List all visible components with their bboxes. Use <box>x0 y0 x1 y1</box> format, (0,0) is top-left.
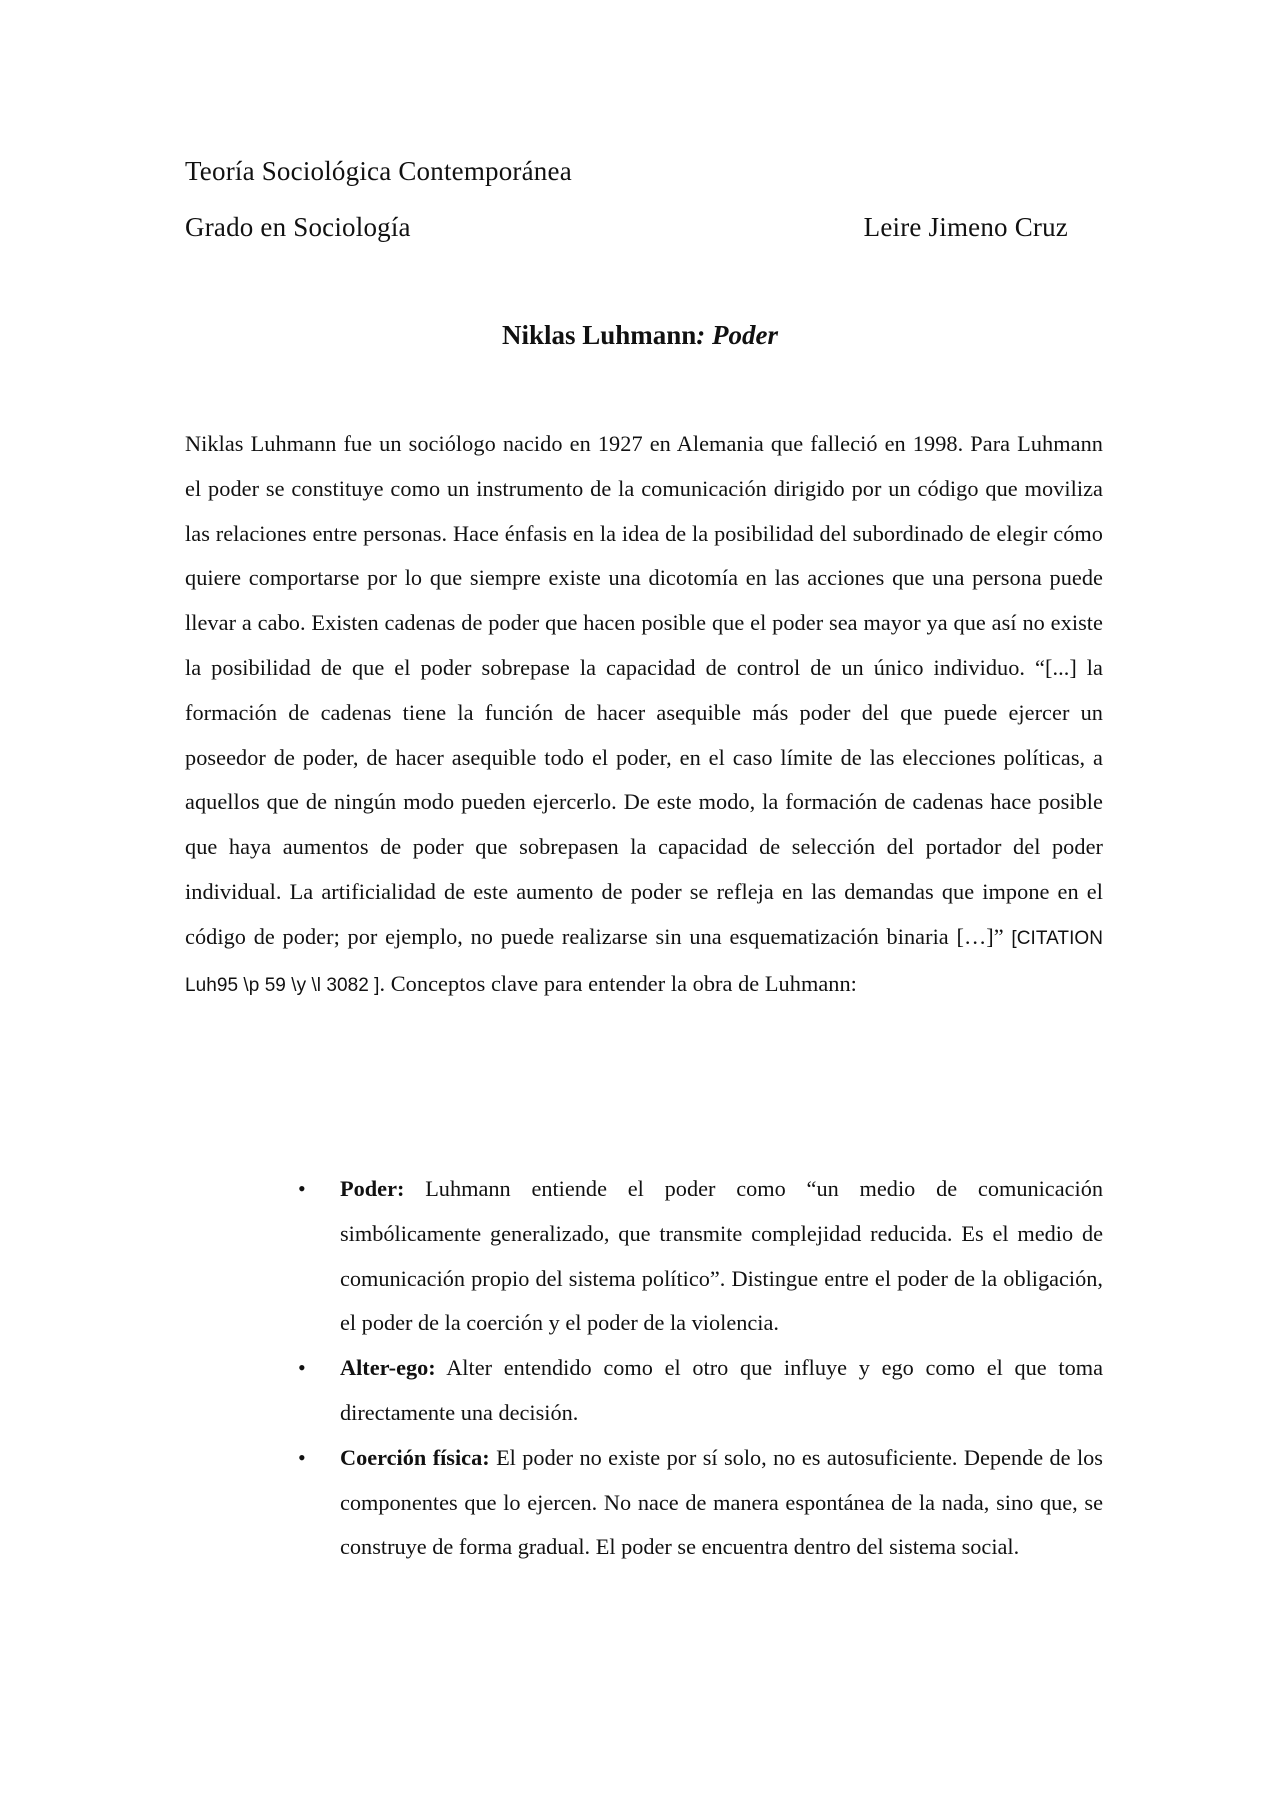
concept-description: Luhmann entiende el poder como “un medio de comunicación simbólicamente generalizado, que transmite complejidad reducida. Es el medio de comunicación propio del sistema político”. Distingue entre el poder de la obligación, el poder de la coerción y el poder de la violencia. <box>340 1176 1103 1336</box>
list-item <box>298 1346 1103 1436</box>
intro-text: Niklas Luhmann fue un sociólogo nacido en 1927 en Alemania que falleció en 1998. Para Luhmann el poder se constituye como un instrumento de la comunicación dirigido por un código que moviliza las relaciones entre personas. Hace énfasis en la idea de la posibilidad del subordinado de elegir cómo quiere comportarse por lo que siempre existe una dicotomía en las acciones que una persona puede llevar a cabo. Existen cadenas de poder que hacen posible que el poder sea mayor ya que así no existe la posibilidad de que el poder sobrepase la capacidad de control de un único individuo. “[...] la formación de cadenas tiene la función de hacer asequible más poder del que puede ejercer un poseedor de poder, de hacer asequible todo el poder, en el caso límite de las elecciones políticas, a aquellos que de ningún modo pueden ejercerlo. De este modo, la formación de cadenas hace posible que haya aumentos de poder que sobrepasen la capacidad de selección del portador del poder individual. La artificialidad de este aumento de poder se refleja en las demandas que impone en el código de poder; por ejemplo, no puede realizarse sin una esquematización binaria […]” <box>185 431 1103 949</box>
concept-term: Poder: <box>340 1176 405 1201</box>
degree-name: Grado en Sociología <box>185 212 411 242</box>
key-concepts-list <box>298 1167 1103 1570</box>
bullet-icon: • <box>298 1355 306 1381</box>
bullet-icon: • <box>298 1444 306 1470</box>
concept-term: Coerción física: <box>340 1444 490 1470</box>
concept-description: El poder no existe por sí solo, no es autosuficiente. Depende de los componentes que lo ejercen. No nace de manera espontánea de la nada, sino que, se construye de forma gradual. El poder se encuentra dentro del sistema social. <box>340 1444 1103 1560</box>
intro-paragraph <box>185 422 1103 1008</box>
title-separator: : <box>696 320 706 350</box>
course-title: Teoría Sociológica Contemporánea <box>185 156 572 186</box>
title-subject: Poder <box>705 320 779 350</box>
concept-description: Alter entendido como el otro que influye y ego como el que toma directamente una decisión. <box>340 1355 1103 1425</box>
citation-field: [CITATION Luh95 \p 59 \y \l 3082 ] <box>185 927 1103 996</box>
list-item <box>298 1167 1103 1346</box>
title-name: Niklas Luhmann <box>501 320 697 350</box>
list-item <box>298 1436 1103 1570</box>
bullet-icon: • <box>298 1176 306 1201</box>
author-name: Leire Jimeno Cruz <box>863 212 1068 242</box>
intro-text-end: . Conceptos clave para entender la obra de Luhmann: <box>379 970 857 996</box>
concept-term: Alter-ego: <box>340 1355 436 1381</box>
document-title <box>0 318 1280 352</box>
